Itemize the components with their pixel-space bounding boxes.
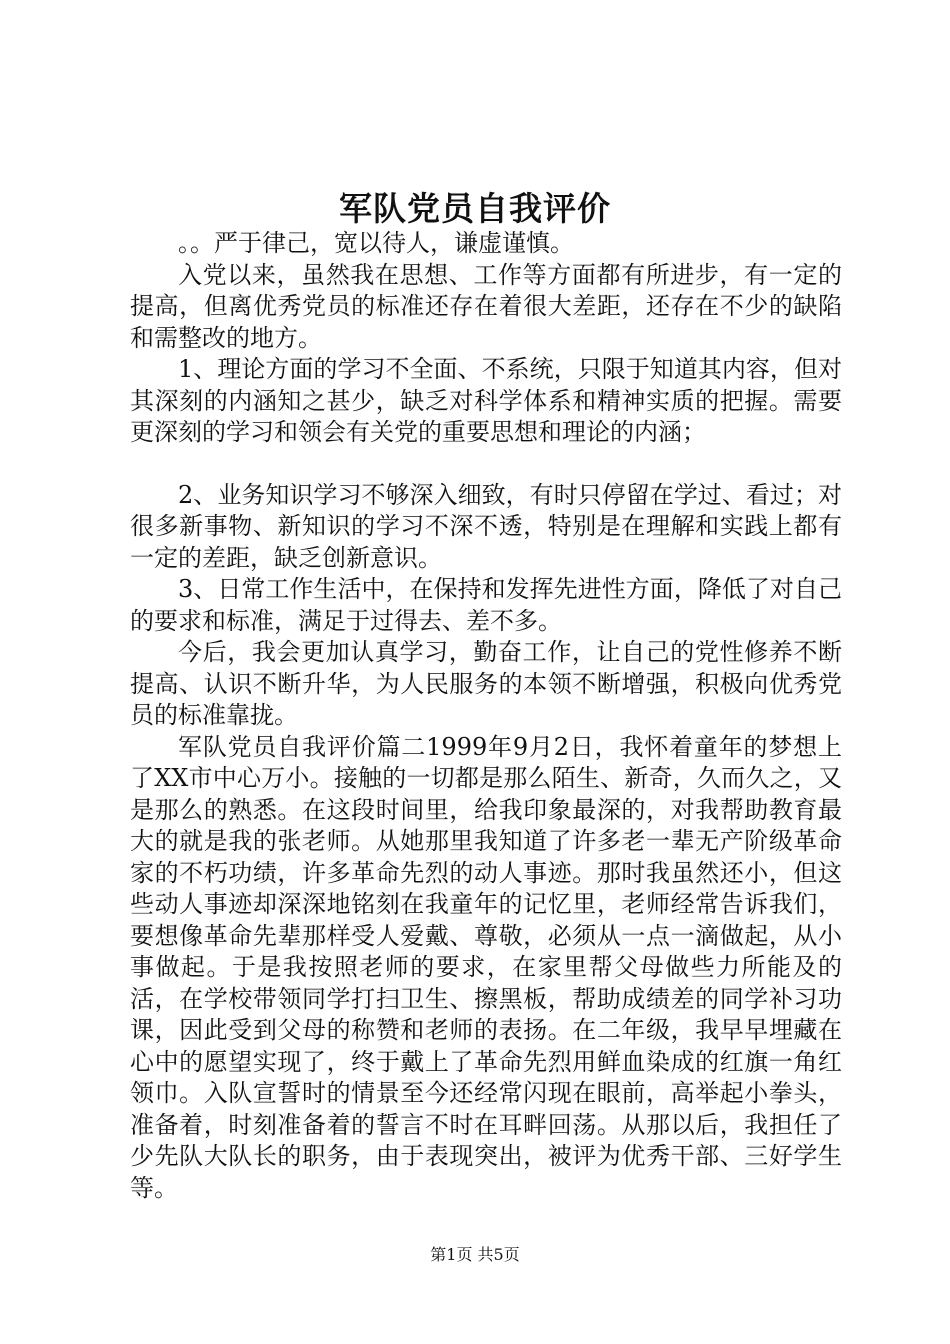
paragraph-3: 1、理论方面的学习不全面、不系统，只限于知道其内容，但对其深刻的内涵知之甚少，缺乏对科学体系和精神实质的把握。需要更深刻的学习和领会有关党的重要思想和理论的内涵；	[130, 355, 842, 446]
document-title: 军队党员自我评价	[339, 189, 611, 228]
paragraph-1: 。。严于律己，宽以待人，谦虚谨慎。	[178, 229, 574, 257]
page-footer: 第1页 共5页	[430, 1245, 520, 1264]
paragraph-7: 军队党员自我评价篇二1999年9月2日，我怀着童年的梦想上了XX市中心万小。接触的一切都是那么陌生、新奇，久而久之，又是那么的熟悉。在这段时间里，给我印象最深的，对我帮助教育最大的就是我的张老师。从她那里我知道了许多老一辈无产阶级革命家的不朽功绩，许多革命先烈的动人事迹。那时我虽然还小，但这些动人事迹却深深地铭刻在我童年的记忆里，老师经常告诉我们，要想像革命先辈那样受人爱戴、尊敬，必须从一点一滴做起，从小事做起。于是我按照老师的要求，在家里帮父母做些力所能及的活，在学校带领同学打扫卫生、擦黑板，帮助成绩差的同学补习功课，因此受到父母的称赞和老师的表扬。在二年级，我早早埋藏在心中的愿望实现了，终于戴上了革命先烈用鲜血染成的红旗一角红领巾。入队宣誓时的情景至今还经常闪现在眼前，高举起小拳头，准备着，时刻准备着的誓言不时在耳畔回荡。从那以后，我担任了少先队大队长的职务，由于表现突出，被评为优秀干部、三好学生等。	[130, 732, 842, 1202]
paragraph-6: 今后，我会更加认真学习，勤奋工作，让自己的党性修养不断提高、认识不断升华，为人民服务的本领不断增强，积极向优秀党员的标准靠拢。	[130, 638, 842, 729]
paragraph-2: 入党以来，虽然我在思想、工作等方面都有所进步，有一定的提高，但离优秀党员的标准还存在着很大差距，还存在不少的缺陷和需整改的地方。	[130, 260, 842, 352]
document-body	[130, 228, 842, 1204]
paragraph-4: 2、业务知识学习不够深入细致，有时只停留在学过、看过；对很多新事物、新知识的学习不深不透，特别是在理解和实践上都有一定的差距，缺乏创新意识。	[130, 480, 842, 572]
paragraph-5: 3、日常工作生活中，在保持和发挥先进性方面，降低了对自己的要求和标准，满足于过得去、差不多。	[130, 575, 842, 635]
